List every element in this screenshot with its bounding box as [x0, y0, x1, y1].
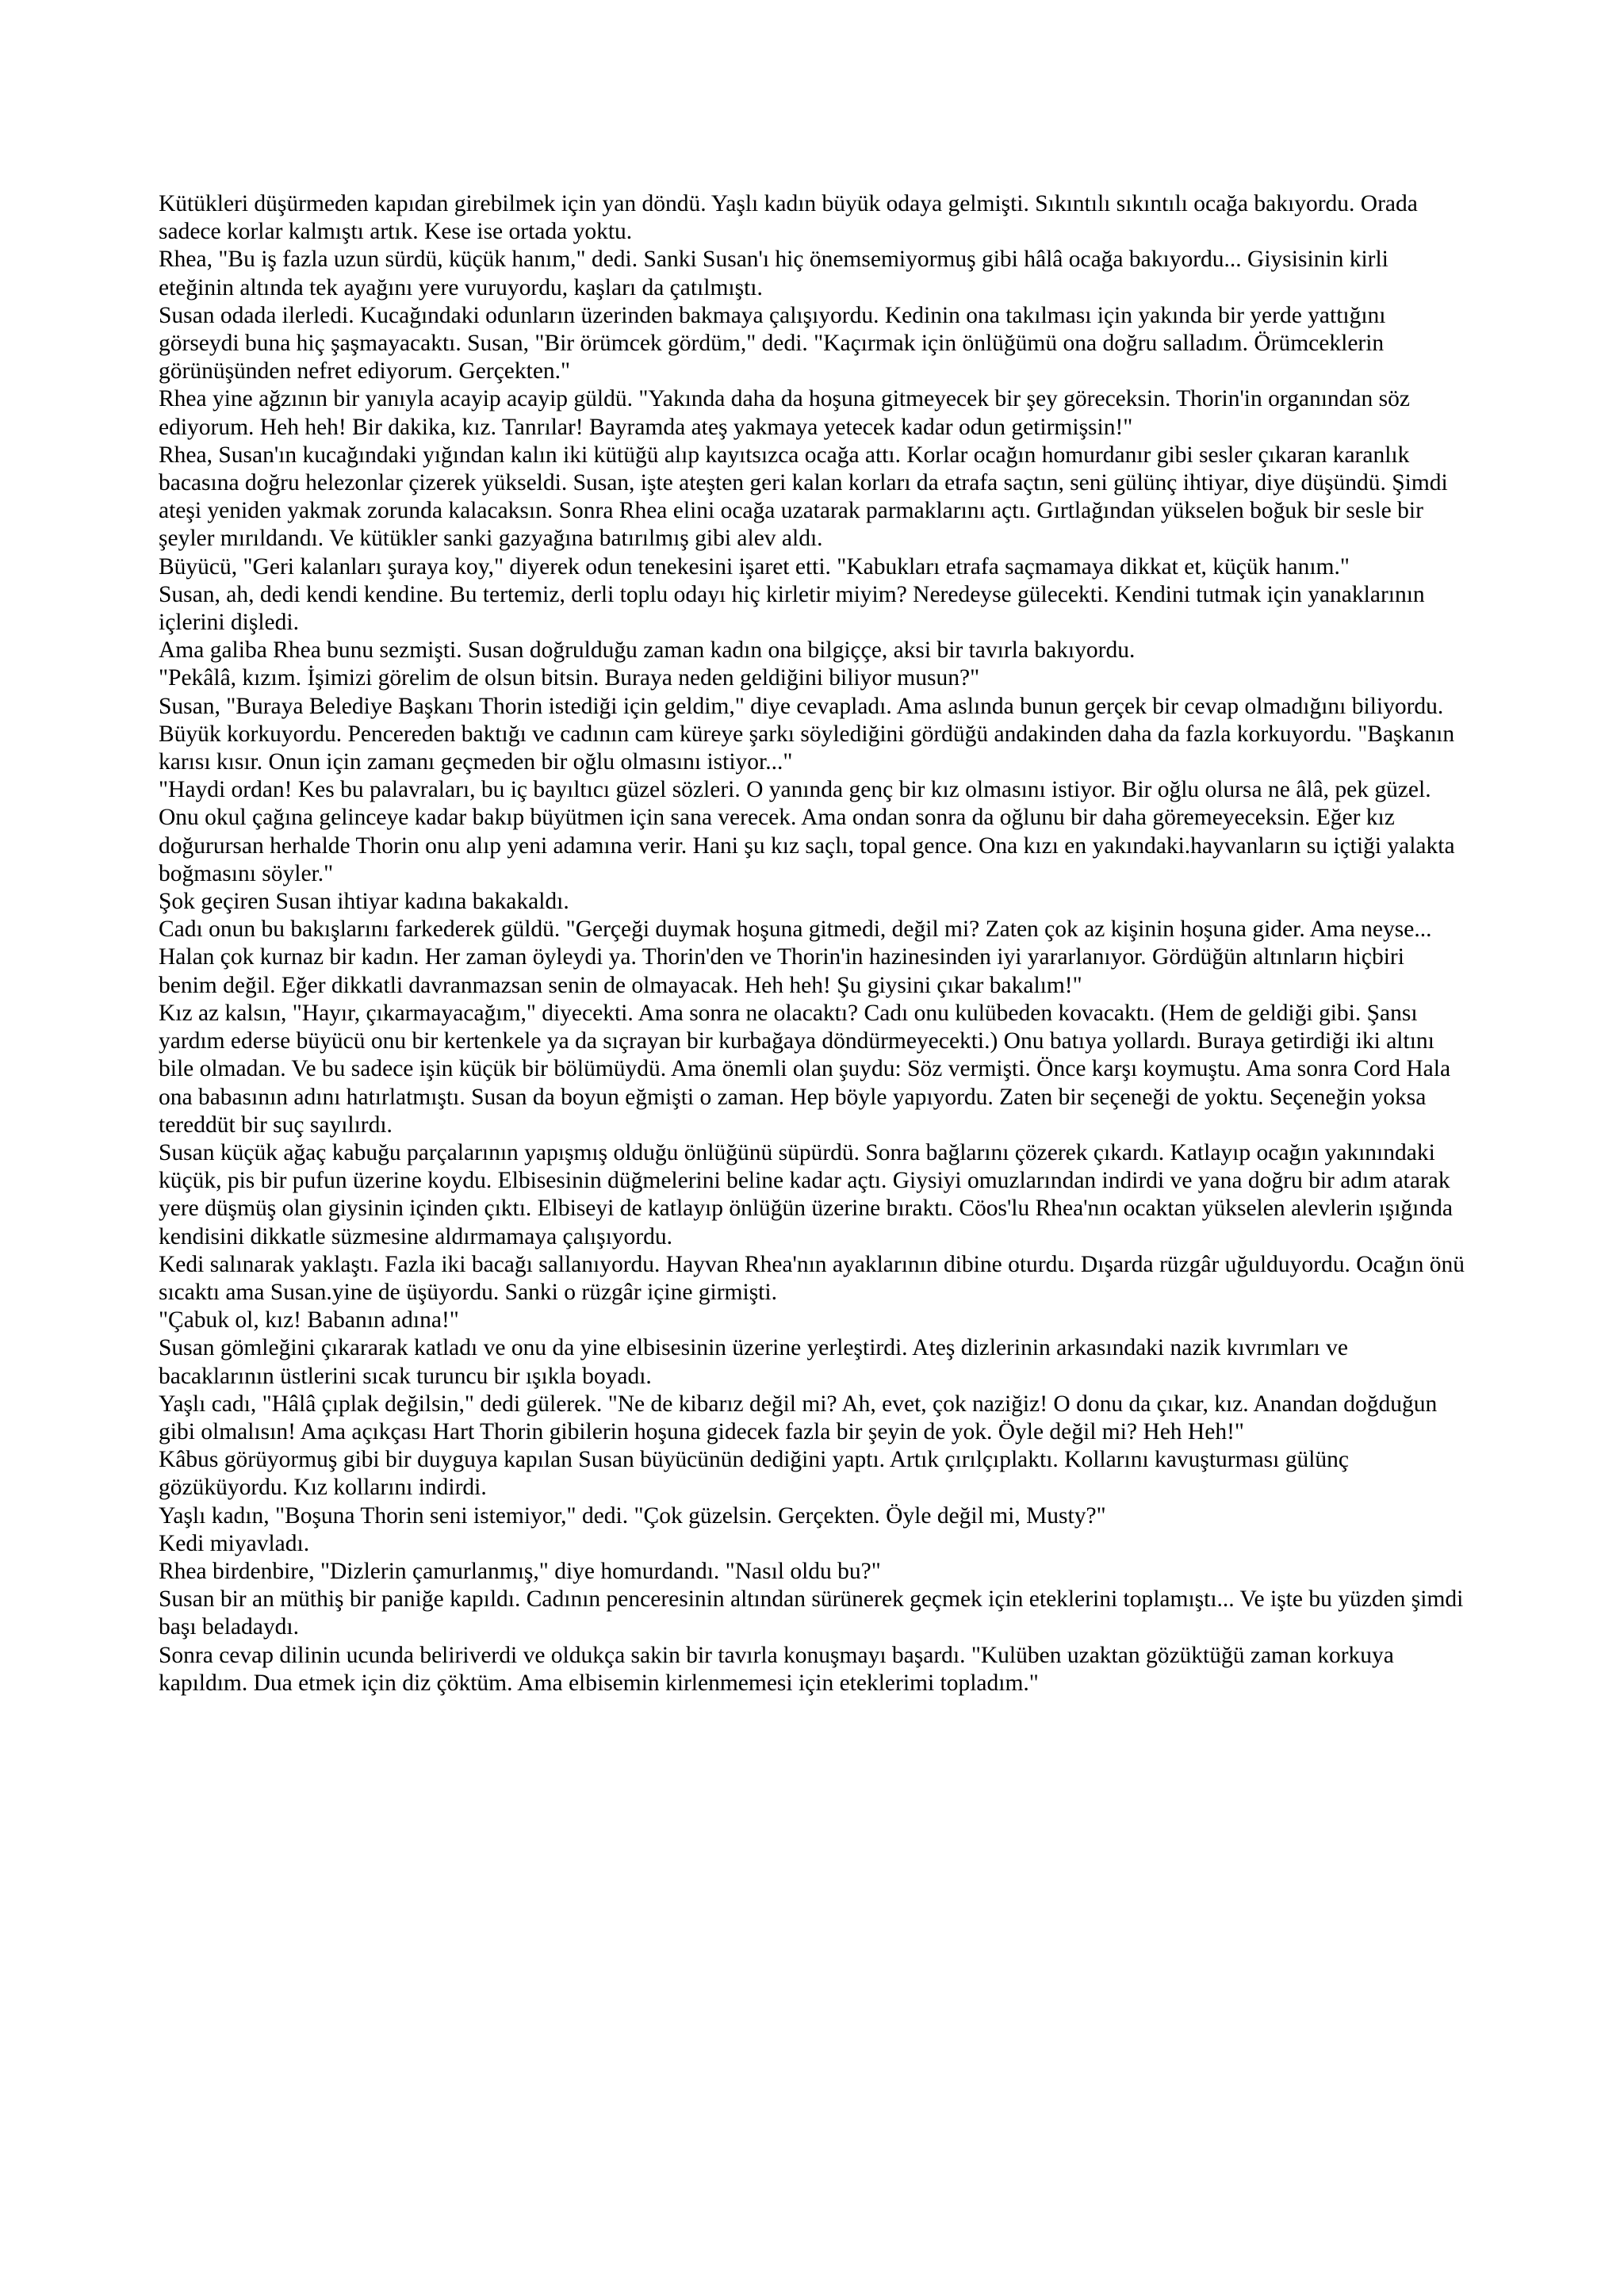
- paragraph: Kâbus görüyormuş gibi bir duyguya kapılan Susan büyücünün dediğini yaptı. Artık çırılçıplaktı. Kollarını kavuşturması gülünç gözüküyordu. Kız kollarını indirdi.: [159, 1447, 1349, 1501]
- paragraph: Kedi miyavladı.: [159, 1530, 310, 1556]
- paragraph: Susan küçük ağaç kabuğu parçalarının yapışmış olduğu önlüğünü süpürdü. Sonra bağlarını çözerek çıkardı. Katlayıp ocağın yakınındaki küçük, pis bir pufun üzerine koydu. Elbisesinin düğmelerini beline kadar açtı. Giysiyi omuzlarından indirdi ve yana doğru bir adım atarak yere düşmüş olan giysinin içinden çıktı. Elbiseyi de katlayıp önlüğün üzerine bıraktı. Cöos'lu Rhea'nın ocaktan yükselen alevlerin ışığında kendisini dikkatle süzmesine aldırmamaya çalışıyordu.: [159, 1139, 1453, 1249]
- paragraph: Büyük korkuyordu. Pencereden baktığı ve cadının cam küreye şarkı söylediğini gördüğü andakinden daha da fazla korkuyordu. "Başkanın karısı kısır. Onun için zamanı geçmeden bir oğlu olmasını istiyor...": [159, 721, 1455, 775]
- paragraph: Susan bir an müthiş bir paniğe kapıldı. Cadının penceresinin altından sürünerek geçmek için eteklerini toplamıştı... Ve işte bu yüzden şimdi başı beladaydı.: [159, 1586, 1464, 1640]
- paragraph: Kedi salınarak yaklaştı. Fazla iki bacağı sallanıyordu. Hayvan Rhea'nın ayaklarının dibine oturdu. Dışarda rüzgâr uğulduyordu. Ocağın önü sıcaktı ama Susan.yine de üşüyordu. Sanki o rüzgâr içine girmişti.: [159, 1251, 1465, 1305]
- paragraph: Sonra cevap dilinin ucunda beliriverdi ve oldukça sakin bir tavırla konuşmayı başardı. "Kulüben uzaktan gözüktüğü zaman korkuya kapıldım. Dua etmek için diz çöktüm. Ama elbisemin kirlenmemesi için eteklerimi topladım.": [159, 1642, 1394, 1696]
- paragraph: "Haydi ordan! Kes bu palavraları, bu iç bayıltıcı güzel sözleri. O yanında genç bir kız olmasını istiyor. Bir oğlu olursa ne âlâ, pek güzel. Onu okul çağına gelinceye kadar bakıp büyütmen için sana verecek. Ama ondan sonra da oğlunu bir daha göremeyeceksin. Eğer kız doğurursan herhalde Thorin onu alıp yeni adamına verir. Hani şu kız saçlı, topal gence. Ona kızı en yakındaki.hayvanların su içtiği yalakta boğmasını söyler.": [159, 777, 1455, 886]
- paragraph: Rhea yine ağzının bir yanıyla acayip acayip güldü. "Yakında daha da hoşuna gitmeyecek bir şey göreceksin. Thorin'in organından söz ediyorum. Heh heh! Bir dakika, kız. Tanrılar! Bayramda ateş yakmaya yetecek kadar odun getirmişsin!": [159, 386, 1410, 440]
- paragraph: Ama galiba Rhea bunu sezmişti. Susan doğrulduğu zaman kadın ona bilgiççe, aksi bir tavırla bakıyordu.: [159, 637, 1136, 664]
- paragraph: Kız az kalsın, "Hayır, çıkarmayacağım," diyecekti. Ama sonra ne olacaktı? Cadı onu kulübeden kovacaktı. (Hem de geldiği gibi. Şansı yardım ederse büyücü onu bir kertenkele ya da sıçrayan bir kurbağaya döndürmeyecekti.) Onu batıya yollardı. Buraya getirdiği iki altını bile olmadan. Ve bu sadece işin küçük bir bölümüydü. Ama önemli olan şuydu: Söz vermişti. Önce karşı koymuştu. Ama sonra Cord Hala ona babasının adını hatırlatmıştı. Susan da boyun eğmişti o zaman. Hep böyle yapıyordu. Zaten bir seçeneği de yoktu. Seçeneğin yoksa tereddüt bir suç sayılırdı.: [159, 1000, 1451, 1138]
- paragraph: Rhea, "Bu iş fazla uzun sürdü, küçük hanım," dedi. Sanki Susan'ı hiç önemsemiyormuş gibi hâlâ ocağa bakıyordu... Giysisinin kirli eteğinin altında tek ayağını yere vuruyordu, kaşları da çatılmıştı.: [159, 247, 1388, 300]
- paragraph: Yaşlı kadın, "Boşuna Thorin seni istemiyor," dedi. "Çok güzelsin. Gerçekten. Öyle değil mi, Musty?": [159, 1502, 1106, 1529]
- paragraph: Yaşlı cadı, "Hâlâ çıplak değilsin," dedi gülerek. "Ne de kibarız değil mi? Ah, evet, çok naziğiz! O donu da çıkar, kız. Anandan doğduğun gibi olmalısın! Ama açıkçası Hart Thorin gibilerin hoşuna gidecek fazla bir şeyin de yok. Öyle değil mi? Heh Heh!": [159, 1391, 1438, 1445]
- paragraph: Susan, ah, dedi kendi kendine. Bu tertemiz, derli toplu odayı hiç kirletir miyim? Neredeyse gülecekti. Kendini tutmak için yanaklarının içlerini dişledi.: [159, 581, 1425, 636]
- paragraph: Kütükleri düşürmeden kapıdan girebilmek için yan döndü. Yaşlı kadın büyük odaya gelmişti. Sıkıntılı sıkıntılı ocağa bakıyordu. Orada sadece korlar kalmıştı artık. Kese ise ortada yoktu.: [159, 191, 1418, 245]
- paragraph: Büyücü, "Geri kalanları şuraya koy," diyerek odun tenekesini işaret etti. "Kabukları etrafa saçmamaya dikkat et, küçük hanım.": [159, 553, 1350, 580]
- paragraph: Rhea, Susan'ın kucağındaki yığından kalın iki kütüğü alıp kayıtsızca ocağa attı. Korlar ocağın homurdanır gibi sesler çıkaran karanlık bacasına doğru helezonlar çizerek yükseldi. Susan, işte ateşten geri kalan korları da etrafa saçtın, seni gülünç ihtiyar, diye düşündü. Şimdi ateşi yeniden yakmak zorunda kalacaksın. Sonra Rhea elini ocağa uzatarak parmaklarını açtı. Gırtlağından yükselen boğuk bir sesle bir şeyler mırıldandı. Ve kütükler sanki gazyağına batırılmış gibi alev aldı.: [159, 442, 1448, 552]
- paragraph: Rhea birdenbire, "Dizlerin çamurlanmış," diye homurdandı. "Nasıl oldu bu?": [159, 1558, 881, 1584]
- paragraph: Susan odada ilerledi. Kucağındaki odunların üzerinden bakmaya çalışıyordu. Kedinin ona takılması için yakında bir yerde yattığını görseydi buna hiç şaşmayacaktı. Susan, "Bir örümcek gördüm," dedi. "Kaçırmak için önlüğümü ona doğru salladım. Örümceklerin görünüşünden nefret ediyorum. Gerçekten.": [159, 302, 1386, 385]
- paragraph: Cadı onun bu bakışlarını farkederek güldü. "Gerçeği duymak hoşuna gitmedi, değil mi? Zaten çok az kişinin hoşuna gider. Ama neyse... Halan çok kurnaz bir kadın. Her zaman öyleydi ya. Thorin'den ve Thorin'in hazinesinden iyi yararlanıyor. Gördüğün altınların hiçbiri benim değil. Eğer dikkatli davranmazsan senin de olmayacak. Heh heh! Şu giysini çıkar bakalım!": [159, 916, 1432, 998]
- paragraph: "Çabuk ol, kız! Babanın adına!": [159, 1307, 459, 1334]
- paragraph: Susan, "Buraya Belediye Başkanı Thorin istediği için geldim," diye cevapladı. Ama aslında bunun gerçek bir cevap olmadığını biliyordu.: [159, 693, 1444, 719]
- paragraph: Susan gömleğini çıkararak katladı ve onu da yine elbisesinin üzerine yerleştirdi. Ateş dizlerinin arkasındaki nazik kıvrımları ve bacaklarının üstlerini sıcak turuncu bir ışıkla boyadı.: [159, 1335, 1348, 1389]
- paragraph: "Pekâlâ, kızım. İşimizi görelim de olsun bitsin. Buraya neden geldiğini biliyor musun?": [159, 665, 980, 691]
- paragraph: Şok geçiren Susan ihtiyar kadına bakakaldı.: [159, 889, 569, 915]
- document-page: [159, 190, 1467, 1697]
